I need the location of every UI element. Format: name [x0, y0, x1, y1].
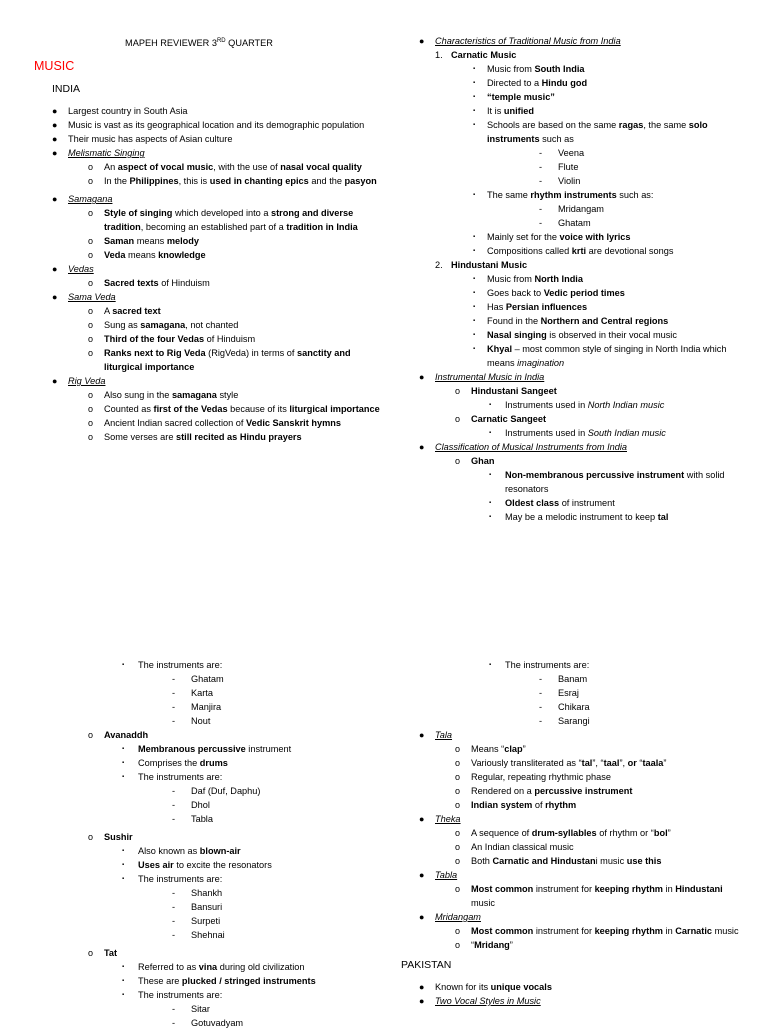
square-bullet-icon: ▪: [473, 276, 476, 282]
list-item: ▪ Comprises the drums: [122, 758, 228, 768]
square-bullet-icon: ▪: [122, 978, 125, 984]
list-item: ▪ Schools are based on the same ragas, the same solo instruments such as: [473, 120, 708, 144]
heading-india: INDIA: [52, 83, 81, 96]
term-melismatic: Melismatic Singing: [68, 148, 145, 159]
list-item: o Rendered on a percussive instrument: [455, 786, 633, 796]
square-bullet-icon: ▪: [122, 992, 125, 998]
list-item: - Mridangam: [539, 204, 604, 214]
list-item: - Manjira: [172, 702, 222, 712]
list-item: o Some verses are still recited as Hindu prayers: [88, 432, 302, 443]
circle-bullet-icon: o: [455, 926, 461, 936]
list-item-classification: [401, 440, 746, 454]
list-item-sushir: o Sushir: [88, 832, 133, 842]
term-vedas: Vedas: [68, 264, 94, 275]
list-item: o Ranks next to Rig Veda (RigVeda) in terms of sanctity and liturgical importance: [88, 348, 351, 373]
bullet-icon: ●: [52, 148, 58, 159]
dash-marker: -: [172, 814, 176, 824]
list-item: o Style of singing which developed into a strong and diverse tradition, becoming an established part of a tradition in India: [88, 208, 358, 233]
list-item-rig-veda: [34, 374, 384, 388]
dash-marker: -: [539, 702, 543, 712]
square-bullet-icon: ▪: [473, 80, 476, 86]
list-item-vedas: [34, 262, 384, 276]
list-item-theka: [401, 812, 746, 826]
bullet-icon: ●: [52, 134, 58, 145]
bullet-icon: ●: [419, 982, 425, 992]
list-item: - Banam: [539, 674, 588, 684]
list-item-carnatic: 1. Carnatic Music: [435, 50, 517, 60]
dash-marker: -: [539, 674, 543, 684]
list-item: ▪ Has Persian influences: [473, 302, 588, 312]
list-item: - Violin: [539, 176, 581, 186]
list-item: ▪ The instruments are:: [489, 660, 590, 670]
square-bullet-icon: ▪: [473, 304, 476, 310]
list-item: ▪ Compositions called krti are devotional songs: [473, 246, 674, 256]
list-item: - Nout: [172, 716, 211, 726]
list-item: - Tabla: [172, 814, 213, 824]
instrument-class-list: [34, 658, 384, 1030]
list-item-melismatic: [34, 146, 384, 160]
characteristics-list: [401, 34, 746, 524]
bullet-icon: ●: [419, 36, 425, 46]
dash-marker: -: [172, 902, 176, 912]
term-sama-veda: Sama Veda: [68, 292, 116, 303]
dash-marker: -: [172, 786, 176, 796]
list-item: ▪ The instruments are:: [122, 660, 223, 670]
circle-bullet-icon: o: [88, 404, 94, 415]
list-item: ▪ The instruments are:: [122, 874, 223, 884]
square-bullet-icon: ▪: [473, 94, 476, 100]
india-list: [34, 104, 384, 444]
dash-marker: -: [539, 716, 543, 726]
circle-bullet-icon: o: [455, 456, 461, 466]
list-item: ▪ Membranous percussive instrument: [122, 744, 292, 754]
circle-bullet-icon: o: [88, 832, 94, 842]
list-item-tat: o Tat: [88, 948, 118, 958]
square-bullet-icon: ▪: [122, 774, 125, 780]
list-item: o Sacred texts of Hinduism: [88, 278, 210, 289]
bullet-icon: ●: [52, 106, 58, 117]
term-two-vocal-styles: Two Vocal Styles in Music: [435, 996, 541, 1006]
list-item: o Ancient Indian sacred collection of Vedic Sanskrit hymns: [88, 418, 341, 429]
list-item: o Indian system of rhythm: [455, 800, 577, 810]
circle-bullet-icon: o: [455, 940, 461, 950]
term-rig-veda: Rig Veda: [68, 376, 106, 387]
circle-bullet-icon: o: [88, 278, 94, 289]
list-item: o Ghan: [455, 456, 495, 466]
pakistan-list: [401, 980, 746, 1008]
square-bullet-icon: ▪: [489, 662, 492, 668]
circle-bullet-icon: o: [88, 390, 94, 401]
rhythm-list: [401, 658, 746, 952]
square-bullet-icon: ▪: [122, 746, 125, 752]
list-item-mridangam: [401, 910, 746, 924]
bullet-icon: ●: [419, 730, 425, 740]
list-item: - Daf (Duf, Daphu): [172, 786, 261, 796]
circle-bullet-icon: o: [455, 744, 461, 754]
bullet-icon: ●: [419, 442, 425, 452]
list-item: ▪ Referred to as vina during old civilization: [122, 962, 305, 972]
list-item: ● Largest country in South Asia: [52, 106, 188, 117]
list-item: o Saman means melody: [88, 236, 199, 247]
list-item: ▪ The instruments are:: [122, 772, 223, 782]
list-item: ▪ Directed to a Hindu god: [473, 78, 588, 88]
circle-bullet-icon: o: [88, 320, 94, 331]
list-item: o A sequence of drum-syllables of rhythm or “bol”: [455, 828, 671, 838]
list-item-avanaddh: o Avanaddh: [88, 730, 149, 740]
dash-marker: -: [539, 148, 543, 158]
title-suffix: QUARTER: [225, 38, 273, 49]
list-item: ▪ Found in the Northern and Central regions: [473, 316, 669, 326]
list-item: - Shankh: [172, 888, 223, 898]
term-tabla: Tabla: [435, 870, 458, 880]
circle-bullet-icon: o: [88, 250, 94, 261]
document-title: [34, 34, 364, 50]
bullet-icon: ●: [419, 870, 425, 880]
list-item: ▪ It is unified: [473, 106, 534, 116]
circle-bullet-icon: o: [88, 432, 94, 443]
list-item: ▪ These are plucked / stringed instruments: [122, 976, 316, 986]
list-item-tala: [401, 728, 746, 742]
list-item: ▪ The instruments are:: [122, 990, 223, 1000]
page2-right-column: [401, 658, 746, 1008]
list-item: - Ghatam: [539, 218, 591, 228]
circle-bullet-icon: o: [455, 856, 461, 866]
dash-marker: -: [539, 218, 543, 228]
list-item: ▪ “temple music”: [473, 92, 555, 102]
bullet-icon: ●: [52, 264, 58, 275]
circle-bullet-icon: o: [88, 176, 94, 187]
list-item: ▪ The same rhythm instruments such as:: [473, 190, 654, 200]
list-item: ▪ Music from South India: [473, 64, 585, 74]
list-item: o An aspect of vocal music, with the use of nasal vocal quality: [88, 162, 362, 173]
circle-bullet-icon: o: [88, 418, 94, 429]
square-bullet-icon: ▪: [473, 66, 476, 72]
term-classification: Classification of Musical Instruments from India: [435, 442, 627, 452]
dash-marker: -: [172, 888, 176, 898]
bullet-icon: ●: [52, 194, 58, 205]
circle-bullet-icon: o: [88, 162, 94, 173]
list-item: o Most common instrument for keeping rhythm in Carnatic music: [455, 926, 739, 936]
title-superscript: RD: [216, 38, 226, 44]
list-item: o Means “clap”: [455, 744, 526, 754]
list-item: o Also sung in the samagana style: [88, 390, 239, 401]
dash-marker: -: [172, 702, 176, 712]
list-item-tabla: [401, 868, 746, 882]
circle-bullet-icon: o: [455, 414, 461, 424]
square-bullet-icon: ▪: [122, 662, 125, 668]
list-item: ● Known for its unique vocals: [419, 982, 552, 992]
list-item: - Shehnai: [172, 930, 225, 940]
list-item: ● Music is vast as its geographical location and its demographic population: [52, 120, 365, 131]
term-mridangam: Mridangam: [435, 912, 481, 922]
bullet-icon: ●: [419, 814, 425, 824]
page2-left-column: [34, 658, 384, 1030]
circle-bullet-icon: o: [455, 800, 461, 810]
term-theka: Theka: [435, 814, 461, 824]
list-item-samagana: [34, 192, 384, 206]
circle-bullet-icon: o: [88, 208, 94, 219]
bullet-icon: ●: [419, 912, 425, 922]
square-bullet-icon: ▪: [473, 290, 476, 296]
circle-bullet-icon: o: [455, 758, 461, 768]
dash-marker: -: [172, 688, 176, 698]
list-item-hindustani: 2. Hindustani Music: [435, 260, 528, 270]
list-item: - Veena: [539, 148, 585, 158]
list-item: o Third of the four Vedas of Hinduism: [88, 334, 256, 345]
list-item: o A sacred text: [88, 306, 161, 317]
number-marker: 1.: [435, 50, 443, 60]
list-item: o Most common instrument for keeping rhythm in Hindustani music: [455, 884, 723, 908]
bullet-icon: ●: [419, 372, 425, 382]
term-tala: Tala: [435, 730, 453, 740]
list-item: - Gotuvadyam: [172, 1018, 244, 1028]
dash-marker: -: [172, 1018, 176, 1028]
list-item: ▪ Uses air to excite the resonators: [122, 860, 272, 870]
square-bullet-icon: ▪: [473, 122, 476, 128]
square-bullet-icon: ▪: [489, 430, 492, 436]
square-bullet-icon: ▪: [473, 346, 476, 352]
circle-bullet-icon: o: [88, 334, 94, 345]
square-bullet-icon: ▪: [122, 848, 125, 854]
bullet-icon: ●: [52, 292, 58, 303]
list-item: o “Mridang”: [455, 940, 513, 950]
list-item: - Sitar: [172, 1004, 210, 1014]
list-item-characteristics: [401, 34, 746, 48]
dash-marker: -: [172, 930, 176, 940]
square-bullet-icon: ▪: [473, 108, 476, 114]
square-bullet-icon: ▪: [122, 876, 125, 882]
list-item: ▪ Non-membranous percussive instrument with solid resonators: [489, 470, 725, 494]
dash-marker: -: [172, 1004, 176, 1014]
list-item: ▪ Mainly set for the voice with lyrics: [473, 232, 631, 242]
list-item: ▪ Music from North India: [473, 274, 583, 284]
square-bullet-icon: ▪: [473, 332, 476, 338]
dash-marker: -: [539, 162, 543, 172]
page1-left-column: [34, 34, 384, 444]
list-item: - Dhol: [172, 800, 210, 810]
circle-bullet-icon: o: [455, 772, 461, 782]
dash-marker: -: [172, 800, 176, 810]
list-item: - Flute: [539, 162, 579, 172]
square-bullet-icon: ▪: [473, 318, 476, 324]
term-characteristics: Characteristics of Traditional Music from India: [435, 36, 621, 46]
list-item: ▪ Khyal – most common style of singing in North India which means imagination: [473, 344, 727, 368]
list-item: o Carnatic Sangeet: [455, 414, 547, 424]
bullet-icon: ●: [419, 996, 425, 1006]
list-item: o Variously transliterated as “tal”, “taal”, or “taala”: [455, 758, 667, 768]
square-bullet-icon: ▪: [122, 964, 125, 970]
circle-bullet-icon: o: [88, 948, 94, 958]
dash-marker: -: [539, 688, 543, 698]
list-item: ▪ Instruments used in South Indian music: [489, 428, 666, 438]
bullet-icon: ●: [52, 376, 58, 387]
circle-bullet-icon: o: [88, 236, 94, 247]
list-item: o Counted as first of the Vedas because of its liturgical importance: [88, 404, 380, 415]
dash-marker: -: [172, 916, 176, 926]
list-item: ▪ Goes back to Vedic period times: [473, 288, 625, 298]
title-text: MAPEH REVIEWER 3: [125, 38, 217, 49]
term-samagana: Samagana: [68, 194, 113, 205]
circle-bullet-icon: o: [88, 306, 94, 317]
list-item-instrumental: [401, 370, 746, 384]
page1-right-column: [401, 34, 746, 524]
term-instrumental: Instrumental Music in India: [435, 372, 545, 382]
square-bullet-icon: ▪: [489, 402, 492, 408]
square-bullet-icon: ▪: [489, 500, 492, 506]
list-item: ▪ Also known as blown-air: [122, 846, 241, 856]
list-item: - Surpeti: [172, 916, 221, 926]
list-item: o In the Philippines, this is used in chanting epics and the pasyon: [88, 176, 377, 187]
list-item: [401, 994, 746, 1008]
page-2: [0, 512, 768, 1028]
circle-bullet-icon: o: [88, 348, 94, 359]
list-item: o Sung as samagana, not chanted: [88, 320, 239, 331]
list-item: o Both Carnatic and Hindustani music use this: [455, 856, 662, 866]
circle-bullet-icon: o: [455, 842, 461, 852]
list-item: - Sarangi: [539, 716, 590, 726]
number-marker: 2.: [435, 260, 443, 270]
circle-bullet-icon: o: [88, 730, 94, 740]
circle-bullet-icon: o: [455, 828, 461, 838]
list-item: - Esraj: [539, 688, 579, 698]
dash-marker: -: [172, 716, 176, 726]
square-bullet-icon: ▪: [473, 248, 476, 254]
section-heading-music: MUSIC: [34, 59, 75, 74]
heading-pakistan: PAKISTAN: [401, 959, 452, 971]
list-item: ▪ May be a melodic instrument to keep tal: [489, 512, 669, 522]
circle-bullet-icon: o: [455, 786, 461, 796]
square-bullet-icon: ▪: [122, 862, 125, 868]
list-item: - Ghatam: [172, 674, 224, 684]
list-item: - Chikara: [539, 702, 590, 712]
list-item: ▪ Oldest class of instrument: [489, 498, 615, 508]
circle-bullet-icon: o: [455, 884, 461, 894]
square-bullet-icon: ▪: [473, 192, 476, 198]
list-item: o Veda means knowledge: [88, 250, 206, 261]
list-item: o Hindustani Sangeet: [455, 386, 557, 396]
list-item: ▪ Nasal singing is observed in their vocal music: [473, 330, 677, 340]
circle-bullet-icon: o: [455, 386, 461, 396]
list-item: ● Their music has aspects of Asian culture: [52, 134, 233, 145]
list-item: - Bansuri: [172, 902, 223, 912]
dash-marker: -: [172, 674, 176, 684]
list-item: o Regular, repeating rhythmic phase: [455, 772, 611, 782]
square-bullet-icon: ▪: [489, 472, 492, 478]
bullet-icon: ●: [52, 120, 58, 131]
square-bullet-icon: ▪: [473, 234, 476, 240]
dash-marker: -: [539, 176, 543, 186]
dash-marker: -: [539, 204, 543, 214]
list-item: o An Indian classical music: [455, 842, 574, 852]
list-item: - Karta: [172, 688, 213, 698]
square-bullet-icon: ▪: [489, 514, 492, 520]
list-item: ▪ Instruments used in North Indian music: [489, 400, 665, 410]
list-item-sama-veda: [34, 290, 384, 304]
square-bullet-icon: ▪: [122, 760, 125, 766]
